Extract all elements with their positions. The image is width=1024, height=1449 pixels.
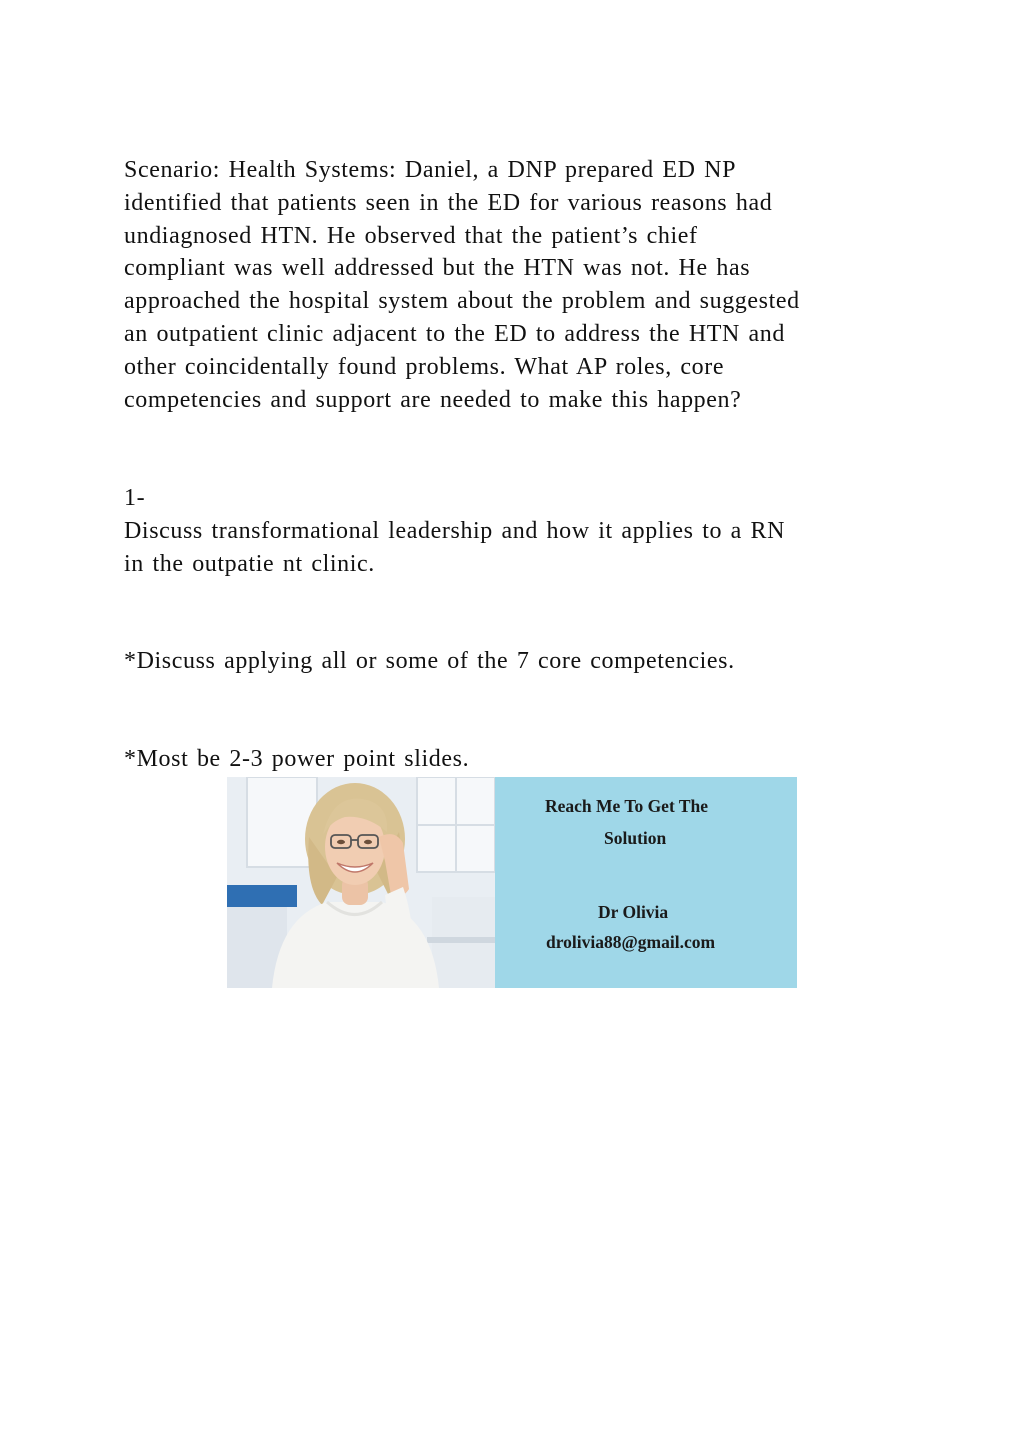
scenario-line: Scenario: Health Systems: Daniel, a DNP prepared ED NP bbox=[124, 157, 737, 183]
question-number-text: 1- bbox=[124, 485, 146, 511]
question-line: in the outpatie nt clinic. bbox=[124, 550, 375, 577]
question-line: Discuss transformational leadership and how it applies to a RN bbox=[124, 518, 786, 544]
competencies-note bbox=[124, 645, 914, 678]
scenario-line: an outpatient clinic adjacent to the ED to address the HTN and bbox=[124, 320, 786, 347]
scenario-line: compliant was well addressed but the HTN was not. He has bbox=[124, 255, 751, 282]
scenario-line: other coincidentally found problems. What AP roles, core bbox=[124, 353, 725, 380]
competencies-note-text: *Discuss applying all or some of the 7 core competencies. bbox=[124, 648, 735, 674]
slides-note-text: *Most be 2-3 power point slides. bbox=[124, 746, 470, 772]
woman-photo bbox=[227, 777, 495, 988]
question-text bbox=[124, 515, 914, 581]
slides-note bbox=[124, 743, 914, 776]
ad-headline-line2: Solution bbox=[604, 828, 667, 848]
woman-photo-illustration bbox=[227, 777, 495, 988]
scenario-line: approached the hospital system about the problem and suggested bbox=[124, 288, 800, 315]
ad-headline-line1: Reach Me To Get The bbox=[545, 796, 709, 816]
contact-info-panel bbox=[495, 777, 797, 988]
scenario-line: identified that patients seen in the ED for various reasons had bbox=[124, 189, 773, 216]
scenario-line: undiagnosed HTN. He observed that the patient’s chief bbox=[124, 222, 698, 249]
question-number bbox=[124, 482, 914, 515]
ad-contact-name: Dr Olivia bbox=[598, 902, 669, 922]
scenario-paragraph bbox=[124, 154, 914, 416]
contact-ad-banner bbox=[227, 777, 797, 988]
scenario-line: competencies and support are needed to make this happen? bbox=[124, 386, 742, 413]
ad-contact-email: drolivia88@gmail.com bbox=[546, 932, 716, 952]
